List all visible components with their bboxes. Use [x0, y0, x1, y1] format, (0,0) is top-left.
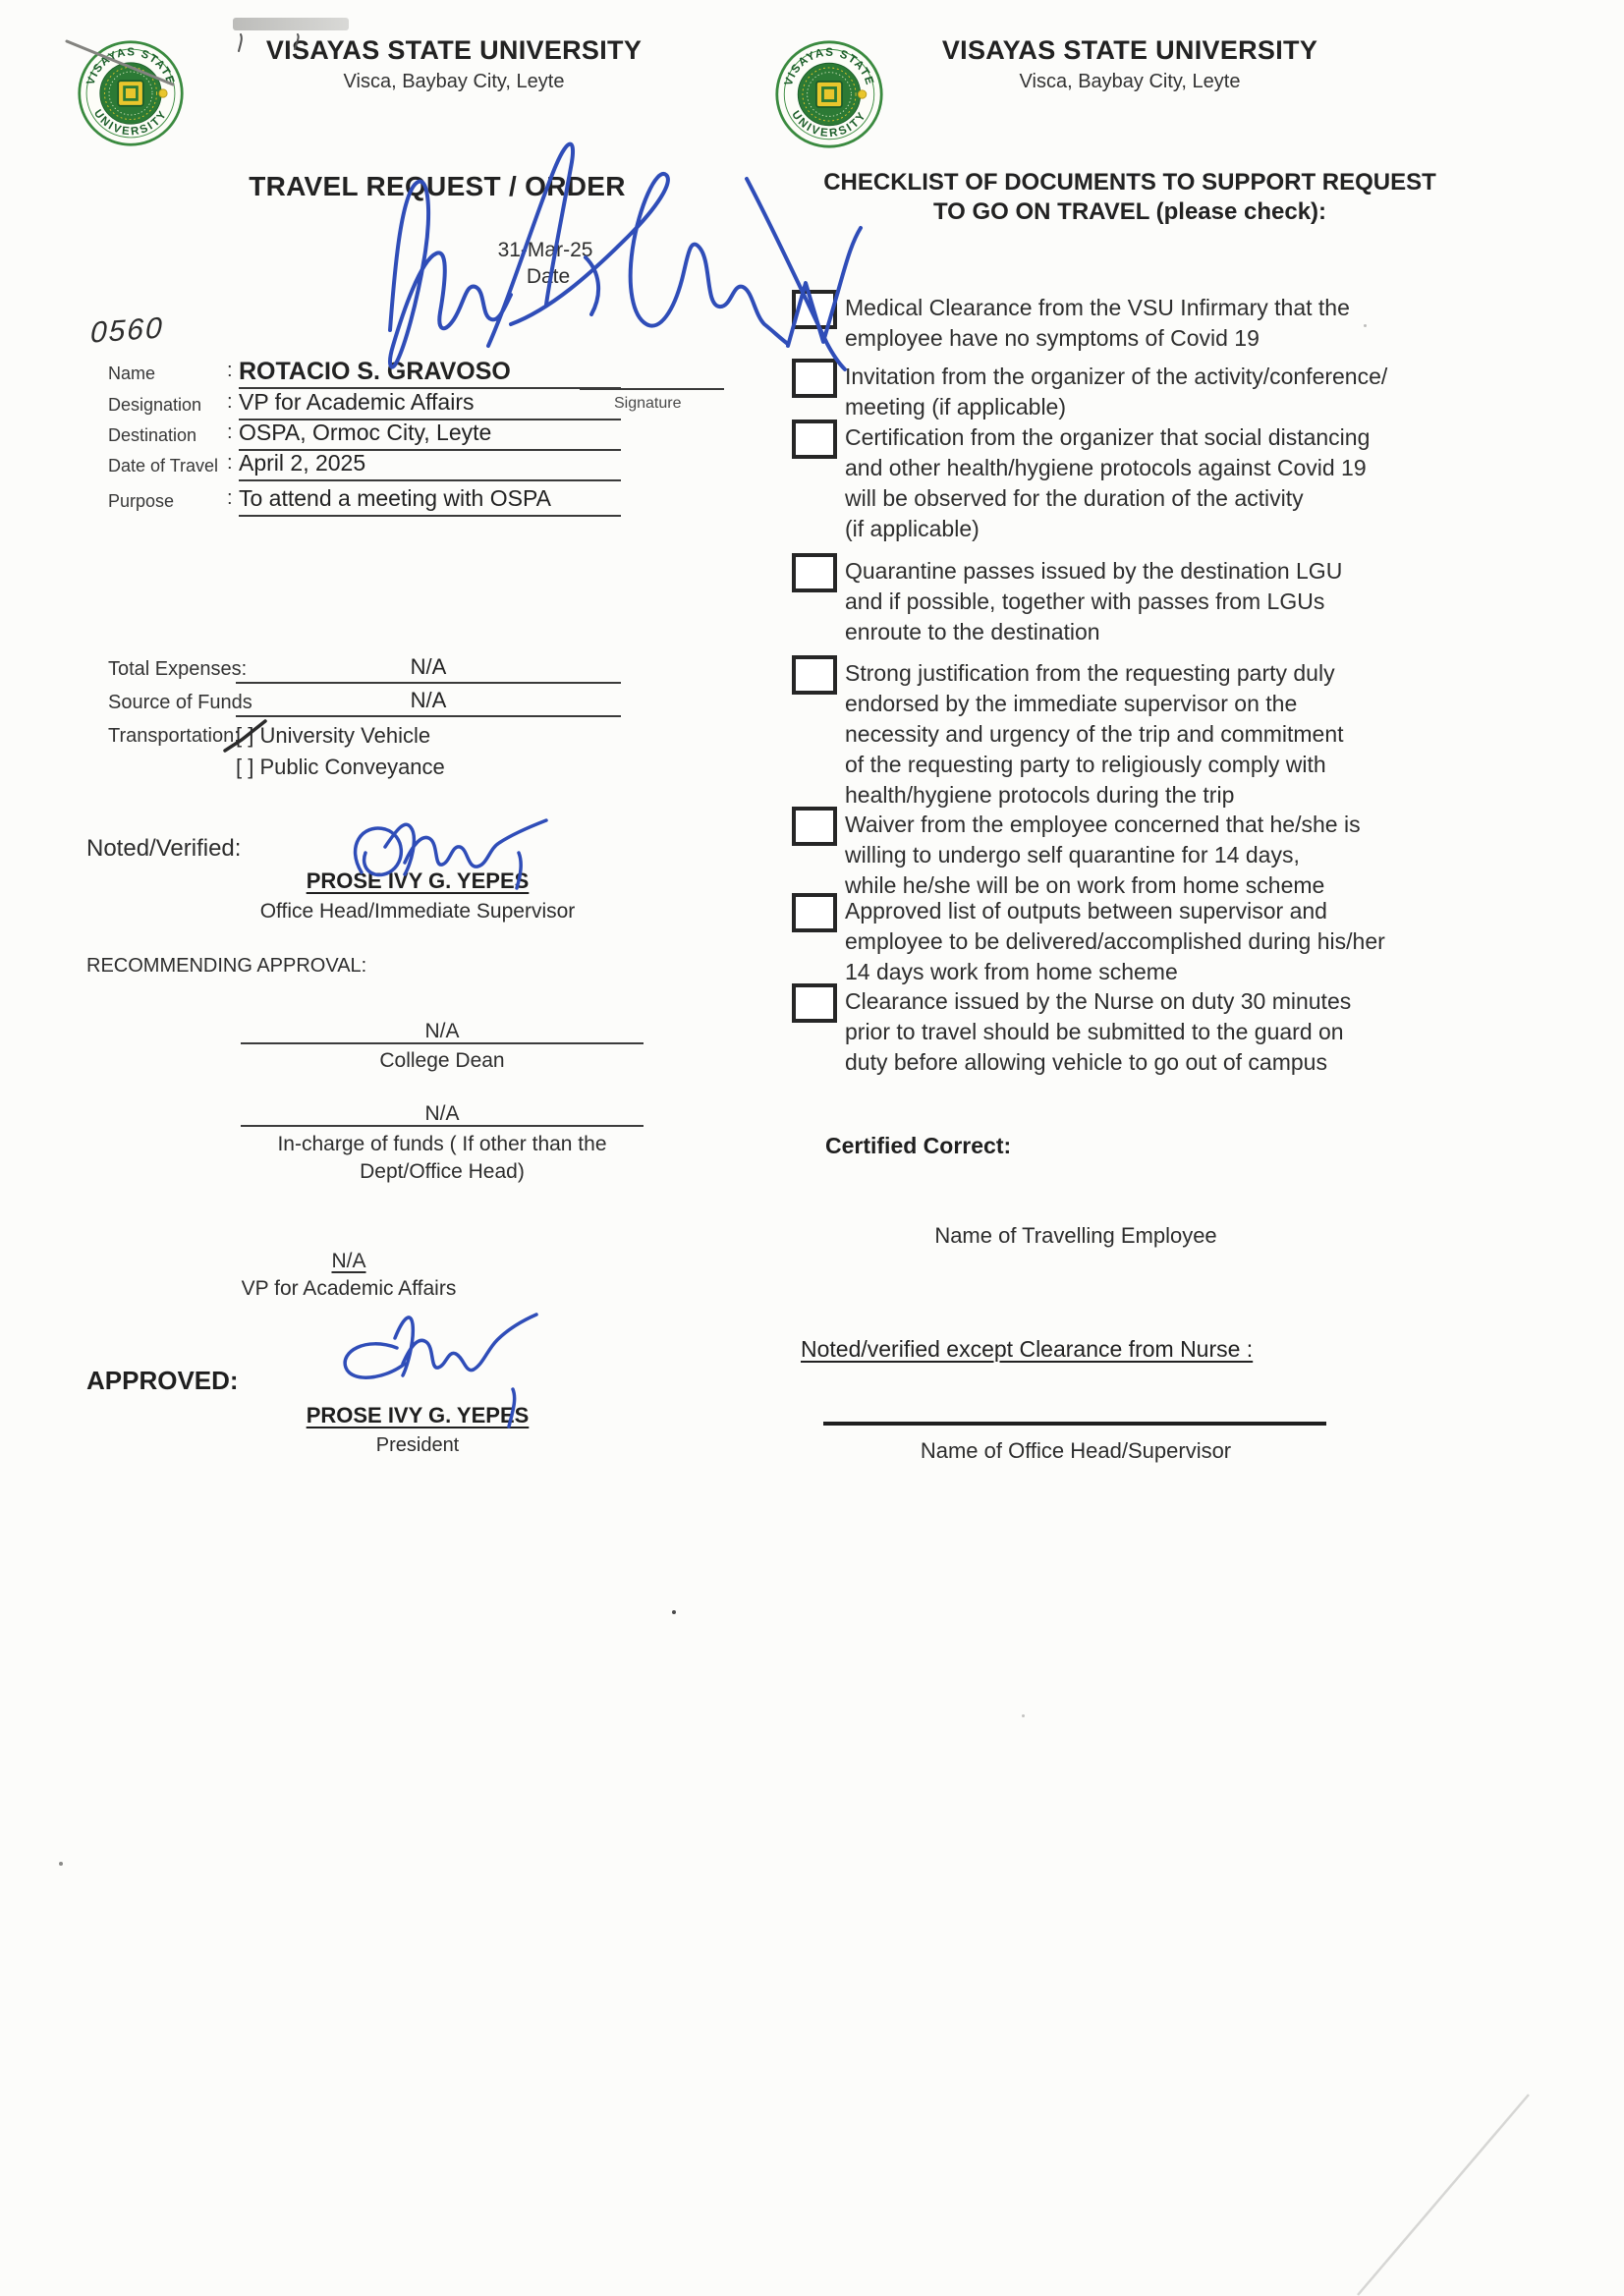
checklist-title-line2: TO GO ON TRAVEL (please check): — [932, 198, 1327, 225]
travelling-employee-label: Name of Travelling Employee — [934, 1223, 1217, 1248]
date-label: Date — [526, 265, 571, 288]
field-value-name: ROTACIO S. GRAVOSO — [239, 358, 621, 389]
field-label-name: Name — [108, 364, 156, 383]
checklist-item-2-line-1: Invitation from the organizer of the activity/conference/ — [845, 364, 1388, 389]
checklist-item-5-line-3: necessity and urgency of the trip and commitment — [845, 721, 1344, 747]
transportation-label: Transportation: — [108, 725, 240, 747]
checklist-item-8-line-2: prior to travel should be submitted to the guard on — [845, 1019, 1344, 1044]
incharge-funds-line — [241, 1125, 644, 1127]
checklist-checkbox-5 — [792, 655, 837, 695]
checklist-item-6-line-3: while he/she will be on work from home scheme — [845, 872, 1325, 898]
noted-verified-label: Noted/Verified: — [86, 835, 242, 862]
office-head-signature-line — [823, 1422, 1326, 1426]
scan-smudge — [233, 18, 349, 30]
checklist-item-5-line-4: of the requesting party to religiously comply with — [845, 752, 1326, 777]
scan-speck — [672, 1610, 676, 1614]
vsu-seal-logo-left — [77, 39, 185, 147]
checklist-checkbox-2 — [792, 359, 837, 398]
incharge-funds-title2: Dept/Office Head) — [360, 1160, 525, 1183]
checklist-checkbox-8 — [792, 983, 837, 1023]
college-dean-value: N/A — [424, 1020, 460, 1042]
expense-value-total-expenses: N/A — [236, 654, 621, 684]
expense-value-source-of-funds: N/A — [236, 688, 621, 717]
checklist-item-7-line-3: 14 days work from home scheme — [845, 959, 1178, 984]
checklist-item-3-line-3: will be observed for the duration of the activity — [845, 485, 1304, 511]
field-label-purpose: Purpose — [108, 491, 175, 511]
college-dean-title: College Dean — [379, 1049, 505, 1072]
expense-label-total-expenses: Total Expenses: — [108, 658, 248, 680]
handwritten-control-number: 0560 — [89, 311, 165, 350]
signature-label: Signature — [614, 395, 682, 412]
checklist-item-7-line-1: Approved list of outputs between supervisor and — [845, 898, 1327, 924]
incharge-funds-title: In-charge of funds ( If other than the — [277, 1133, 607, 1155]
checklist-item-8-line-3: duty before allowing vehicle to go out of campus — [845, 1049, 1327, 1075]
scan-speck — [1364, 324, 1367, 327]
noted-title: Office Head/Immediate Supervisor — [259, 900, 576, 923]
date-value: 31-Mar-25 — [497, 239, 593, 261]
checklist-item-4-line-2: and if possible, together with passes from LGUs — [845, 588, 1325, 614]
vp-academic-value: N/A — [331, 1250, 366, 1272]
field-label-destination: Destination — [108, 425, 197, 445]
field-label-date-of-travel: Date of Travel — [108, 456, 219, 476]
certified-correct-label: Certified Correct: — [825, 1133, 1012, 1158]
office-head-label: Name of Office Head/Supervisor — [920, 1438, 1232, 1463]
checklist-item-5-line-2: endorsed by the immediate supervisor on the — [845, 691, 1298, 716]
scan-shadow-line — [1358, 2095, 1529, 2295]
transport-option-university-vehicle: [ ] University Vehicle — [236, 723, 431, 748]
scan-speck — [59, 1862, 63, 1866]
form-title: TRAVEL REQUEST / ORDER — [249, 171, 626, 201]
checklist-checkbox-3 — [792, 420, 837, 459]
field-value-destination: OSPA, Ormoc City, Leyte — [239, 420, 621, 451]
checklist-item-5-line-1: Strong justification from the requesting party duly — [845, 660, 1335, 686]
noted-except-nurse-label: Noted/verified except Clearance from Nurse : — [801, 1336, 1254, 1362]
checklist-item-6-line-2: willing to undergo self quarantine for 14 days, — [845, 842, 1300, 868]
field-colon-purpose: : — [227, 487, 233, 509]
checklist-checkbox-7 — [792, 893, 837, 932]
approved-title: President — [375, 1434, 460, 1456]
checklist-item-3-line-2: and other health/hygiene protocols against Covid 19 — [845, 455, 1367, 480]
checklist-item-1-line-1: Medical Clearance from the VSU Infirmary that the — [845, 295, 1350, 320]
checklist-title-line1: CHECKLIST OF DOCUMENTS TO SUPPORT REQUEST — [823, 169, 1436, 196]
noted-name: PROSE IVY G. YEPES — [306, 868, 530, 893]
checklist-checkbox-4 — [792, 553, 837, 592]
checklist-item-3-line-1: Certification from the organizer that social distancing — [845, 424, 1371, 450]
field-colon-destination: : — [227, 421, 233, 443]
field-colon-date-of-travel: : — [227, 452, 233, 474]
university-name-right: VISAYAS STATE UNIVERSITY — [941, 35, 1318, 65]
checklist-item-5-line-5: health/hygiene protocols during the trip — [845, 782, 1235, 808]
checklist-item-8-line-1: Clearance issued by the Nurse on duty 30 minutes — [845, 988, 1352, 1014]
incharge-funds-value: N/A — [424, 1102, 460, 1125]
field-colon-name: : — [227, 360, 233, 381]
checklist-checkbox-1-checked — [792, 290, 837, 329]
checklist-item-4-line-1: Quarantine passes issued by the destination LGU — [845, 558, 1343, 584]
checklist-item-3-line-4: (if applicable) — [845, 516, 980, 541]
checklist-checkbox-6 — [792, 807, 837, 846]
checklist-item-7-line-2: employee to be delivered/accomplished during his/her — [845, 928, 1385, 954]
checklist-item-6-line-1: Waiver from the employee concerned that he/she is — [845, 812, 1361, 837]
university-address-right: Visca, Baybay City, Leyte — [1019, 71, 1241, 92]
scan-speck — [1022, 1714, 1025, 1717]
approved-label: APPROVED: — [86, 1366, 239, 1395]
field-value-designation: VP for Academic Affairs — [239, 389, 621, 420]
recommending-approval-label: RECOMMENDING APPROVAL: — [86, 955, 367, 977]
college-dean-line — [241, 1042, 644, 1044]
field-value-purpose: To attend a meeting with OSPA — [239, 485, 621, 517]
transport-option-public-conveyance: [ ] Public Conveyance — [236, 755, 445, 779]
field-label-designation: Designation — [108, 395, 202, 415]
field-colon-designation: : — [227, 391, 233, 413]
vp-academic-title: VP for Academic Affairs — [241, 1277, 457, 1300]
checklist-item-1-line-2: employee have no symptoms of Covid 19 — [845, 325, 1260, 351]
approved-name: PROSE IVY G. YEPES — [306, 1403, 530, 1428]
university-address-left: Visca, Baybay City, Leyte — [343, 71, 565, 92]
checklist-item-4-line-3: enroute to the destination — [845, 619, 1100, 644]
university-name-left: VISAYAS STATE UNIVERSITY — [265, 35, 643, 65]
field-value-date-of-travel: April 2, 2025 — [239, 450, 621, 481]
expense-label-source-of-funds: Source of Funds — [108, 692, 252, 713]
vsu-seal-logo-right — [774, 39, 884, 149]
checklist-item-2-line-2: meeting (if applicable) — [845, 394, 1067, 420]
